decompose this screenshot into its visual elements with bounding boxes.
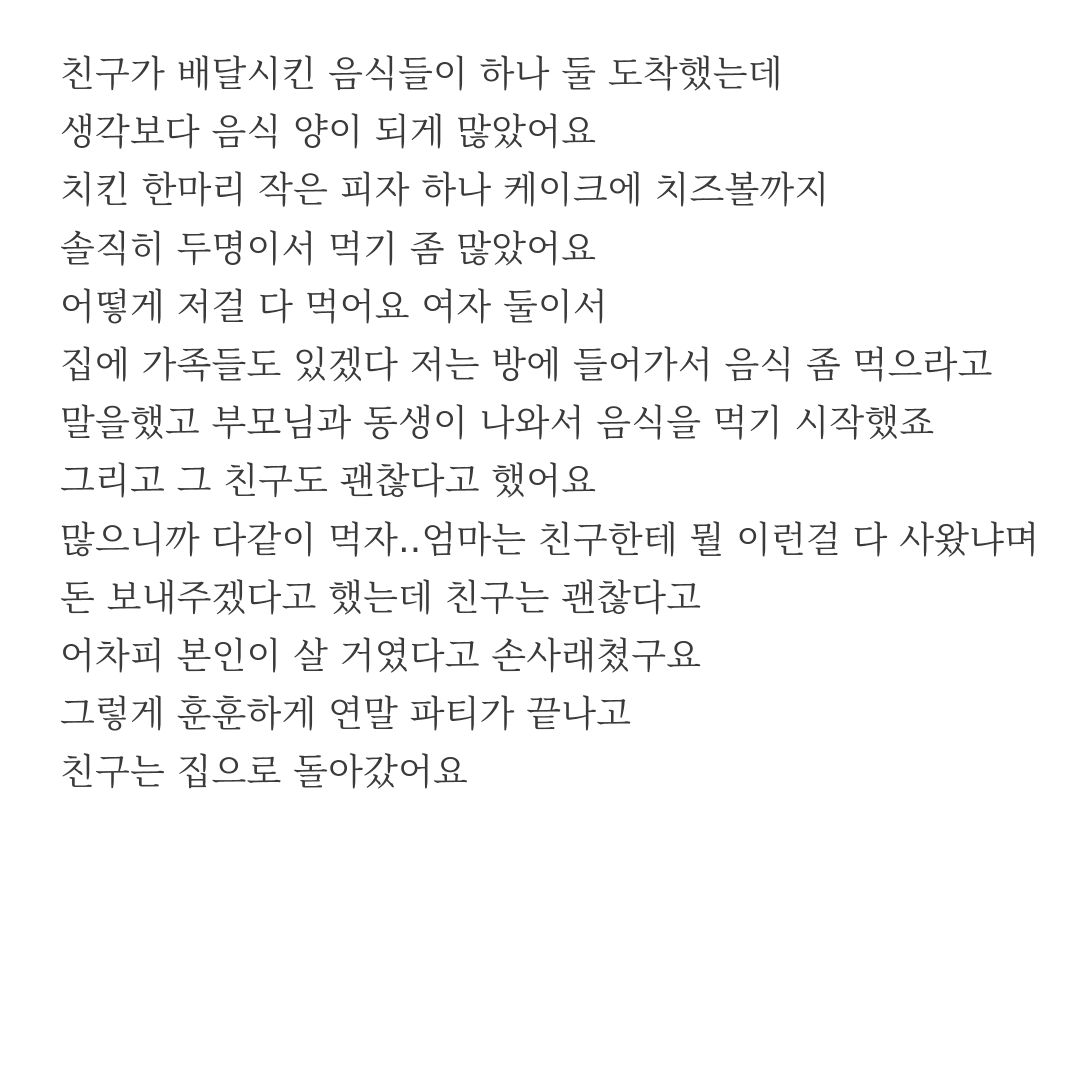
text-line: 어떻게 저걸 다 먹어요 여자 둘이서 (60, 286, 608, 328)
text-line: 그리고 그 친구도 괜찮다고 했어요 (60, 461, 597, 503)
text-line: 그렇게 훈훈하게 연말 파티가 끝나고 (60, 694, 632, 736)
text-line: 생각보다 음식 양이 되게 많았어요 (60, 112, 597, 154)
text-line: 친구가 배달시킨 음식들이 하나 둘 도착했는데 (60, 54, 783, 95)
text-line: 치킨 한마리 작은 피자 하나 케이크에 치즈볼까지 (60, 170, 830, 212)
text-line: 집에 가족들도 있겠다 저는 방에 들어가서 음식 좀 먹으라고 (60, 344, 993, 386)
text-line: 어차피 본인이 살 거였다고 손사래쳤구요 (60, 635, 702, 677)
text-line: 돈 보내주겠다고 했는데 친구는 괜찮다고 (60, 577, 702, 619)
text-line: 친구는 집으로 돌아갔어요 (60, 752, 469, 794)
text-line: 많으니까 다같이 먹자..엄마는 친구한테 뭘 이런걸 다 사왔냐며 (60, 519, 1040, 561)
story-text-block (60, 46, 1050, 802)
text-line: 솔직히 두명이서 먹기 좀 많았어요 (60, 228, 597, 270)
text-line: 말을했고 부모님과 동생이 나와서 음식을 먹기 시작했죠 (60, 403, 935, 445)
